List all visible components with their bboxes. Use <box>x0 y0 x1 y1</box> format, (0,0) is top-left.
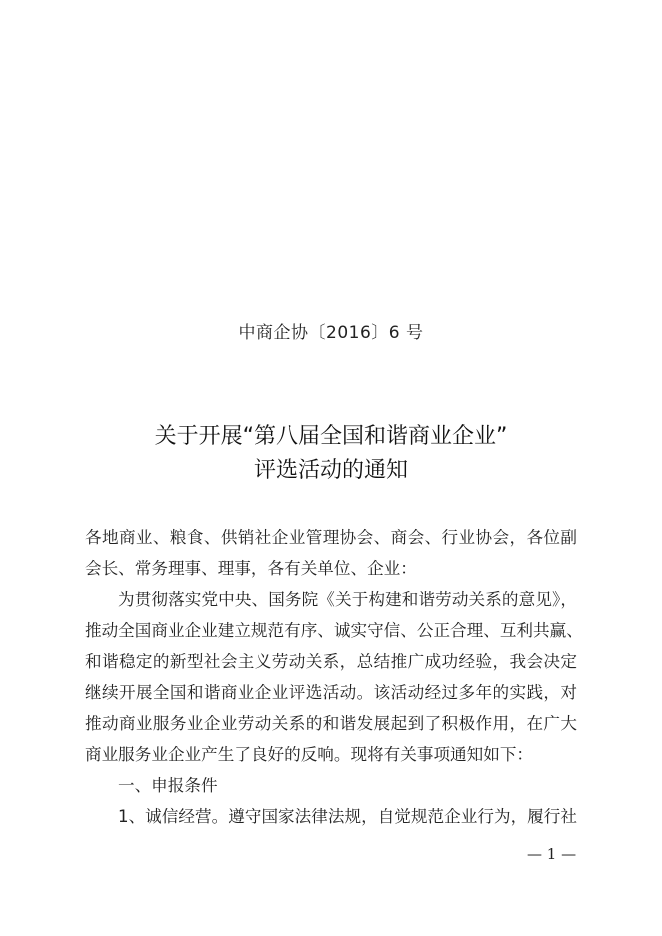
paragraph-line: 继续开展全国和谐商业企业评选活动。该活动经过多年的实践，对 <box>85 683 577 702</box>
salutation-line-1: 各地商业、粮食、供销社企业管理协会、商会、行业协会，各位副 <box>85 528 577 547</box>
paragraph-line: 推动全国商业企业建立规范有序、诚实守信、公正合理、互利共赢、 <box>85 621 583 640</box>
paragraph-line: 和谐稳定的新型社会主义劳动关系，总结推广成功经验，我会决定 <box>85 652 577 671</box>
paragraph-line: 商业服务业企业产生了良好的反响。现将有关事项通知如下： <box>85 745 534 764</box>
document-title <box>0 420 662 488</box>
title-line-1: 关于开展“第八届全国和谐商业企业” <box>154 424 508 449</box>
page-number: — 1 — <box>527 845 577 863</box>
paragraph-line: 推动商业服务业企业劳动关系的和谐发展起到了积极作用，在广大 <box>85 714 577 733</box>
document-number: 中商企协〔2016〕6 号 <box>238 323 424 343</box>
section-heading: 一、申报条件 <box>118 776 218 795</box>
title-line-2: 评选活动的通知 <box>253 458 408 483</box>
document-body <box>85 522 583 832</box>
salutation-line-2: 会长、常务理事、理事，各有关单位、企业： <box>85 559 417 578</box>
paragraph-line: 1、诚信经营。遵守国家法律法规，自觉规范企业行为，履行社 <box>118 807 577 826</box>
paragraph-line: 为贯彻落实党中央、国务院《关于构建和谐劳动关系的意见》， <box>118 590 577 609</box>
